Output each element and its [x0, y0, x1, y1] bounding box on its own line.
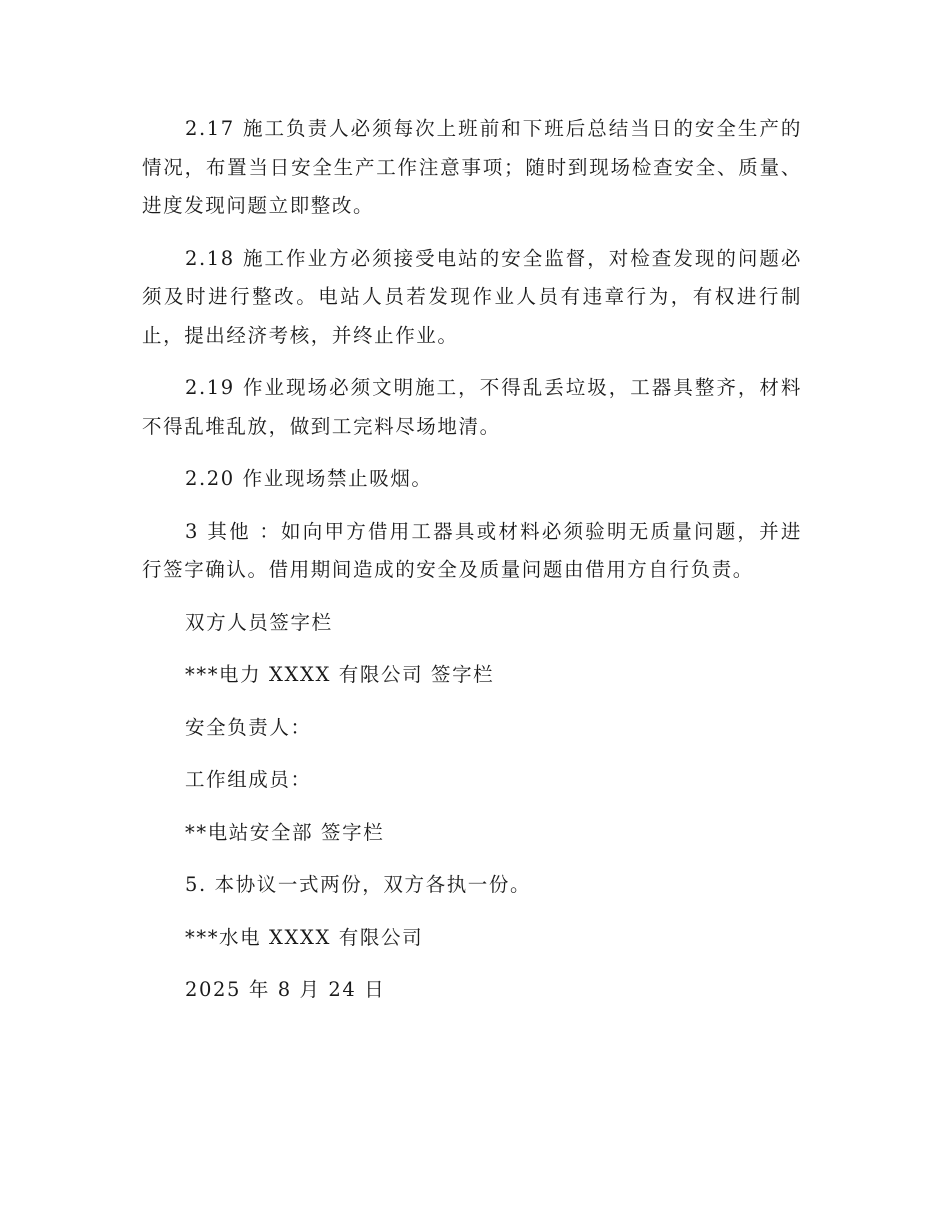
clause-3-other: 3 其他 ：如向甲方借用工器具或材料必须验明无质量问题，并进行签字确认。借用期间造成的安全及质量问题由借用方自行负责。 [142, 519, 802, 581]
party-b-signature-line: **电站安全部 签字栏 [185, 820, 385, 844]
clause-2-17: 2.17 施工负责人必须每次上班前和下班后总结当日的安全生产的情况，布置当日安全生产工作注意事项；随时到现场检查安全、质量、进度发现问题立即整改。 [142, 117, 802, 217]
clause-2-20: 2.20 作业现场禁止吸烟。 [185, 467, 433, 490]
document-page [142, 110, 802, 1024]
company-name: ***水电 XXXX 有限公司 [185, 925, 424, 949]
team-members-label: 工作组成员： [185, 768, 312, 791]
safety-lead-label: 安全负责人： [185, 715, 312, 739]
copies-clause: 5. 本协议一式两份，双方各执一份。 [185, 873, 532, 896]
document-date: 2025 年 8 月 24 日 [185, 978, 386, 1001]
clause-2-19: 2.19 作业现场必须文明施工，不得乱丢垃圾，工器具整齐，材料不得乱堆乱放，做到工完料尽场地清。 [142, 376, 802, 438]
clause-2-18: 2.18 施工作业方必须接受电站的安全监督，对检查发现的问题必须及时进行整改。电站人员若发现作业人员有违章行为，有权进行制止，提出经济考核，并终止作业。 [142, 246, 802, 347]
signature-section-title: 双方人员签字栏 [185, 610, 333, 634]
party-a-signature-line: ***电力 XXXX 有限公司 签字栏 [185, 663, 495, 686]
